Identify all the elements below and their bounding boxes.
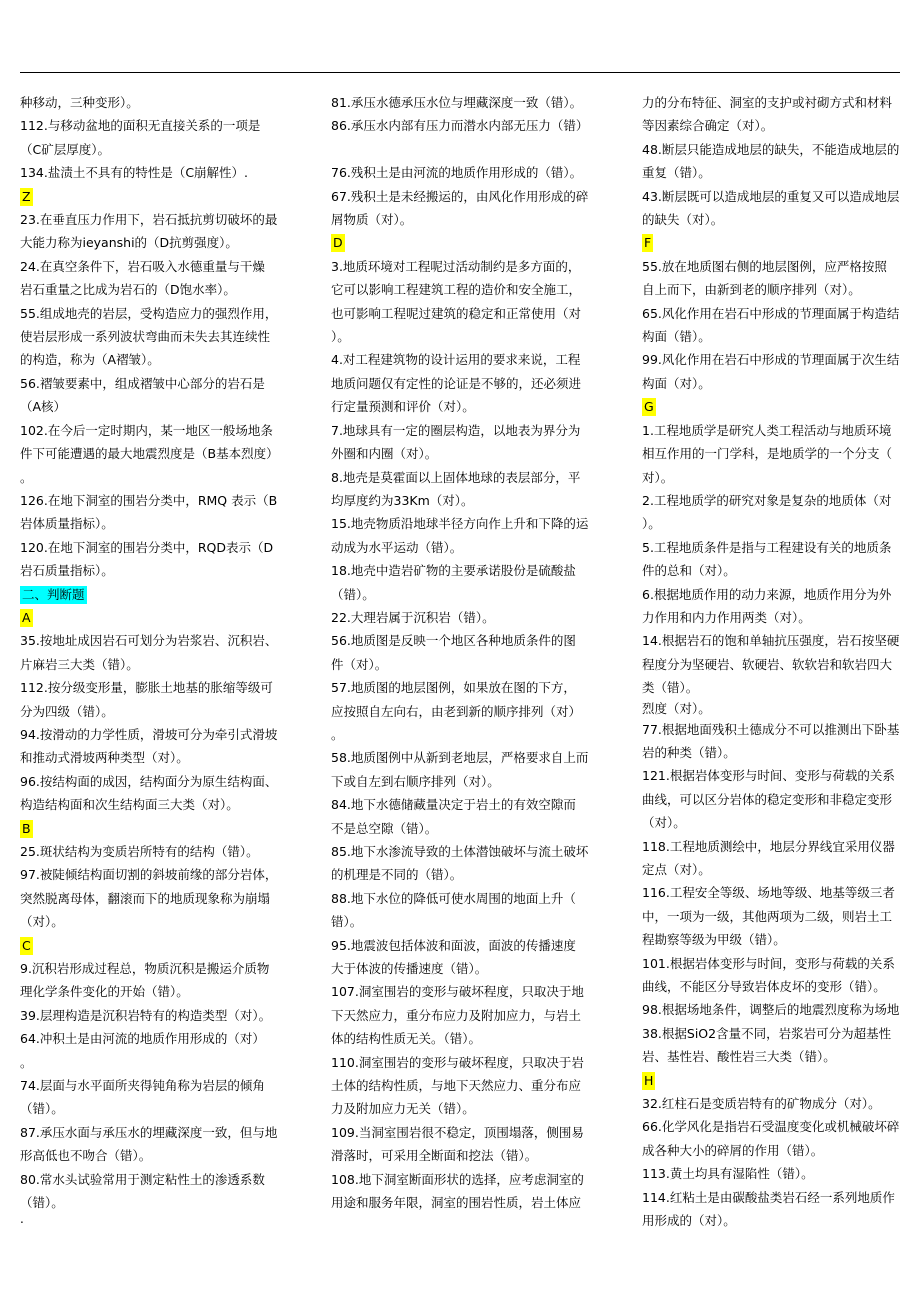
text-line: 构面（对）。 <box>642 375 711 391</box>
text-line: 大能力称为ieyanshi的（D抗剪强度）。 <box>20 235 238 251</box>
text-line: 65.风化作用在岩石中形成的节理面属于构造结 <box>642 305 900 321</box>
text-line: 110.洞室围岩的变形与破坏程度，只取决于岩 <box>331 1054 584 1070</box>
text-line: 43.断层既可以造成地层的重复又可以造成地层 <box>642 188 900 204</box>
text-line: 体的结构性质无关。（错）。 <box>331 1031 482 1047</box>
text-line: 134.盐渍土不具有的特性是（C崩解性）. <box>20 165 249 181</box>
text-line: 4.对工程建筑物的设计运用的要求来说，工程 <box>331 352 581 368</box>
text-line: 不是总空隙（错）。 <box>331 820 438 836</box>
text-line: 64.冲积土是由河流的地质作用形成的（对） <box>20 1031 265 1047</box>
text-line: 108.地下洞室断面形状的选择，应考虑洞室的 <box>331 1171 584 1187</box>
blank-line <box>331 138 593 161</box>
text-line: 88.地下水位的降低可使水周围的地面上升（ <box>331 890 576 906</box>
text-line: 94.按滑动的力学性质，滑坡可分为牵引式滑坡 <box>20 726 278 742</box>
section-letter-z: Z <box>22 188 31 204</box>
section-letter-a: A <box>22 609 31 625</box>
text-line: 7.地球具有一定的圈层构造，以地表为界分为 <box>331 422 581 438</box>
text-line: 98.根据场地条件，调整后的地震烈度称为场地 <box>642 1002 900 1018</box>
text-line: （C矿层厚度）。 <box>20 141 110 157</box>
text-line: 101.根据岩体变形与时间，变形与荷载的关系 <box>642 955 895 971</box>
column-1 <box>20 91 282 1215</box>
text-line: 成各种大小的碎屑的作用（错）。 <box>642 1142 824 1158</box>
text-line: 岩、基性岩、酸性岩三大类（错）。 <box>642 1049 836 1065</box>
text-line: 109.当洞室围岩很不稳定，顶围塌落，侧围易 <box>331 1124 584 1140</box>
section-letter-g: G <box>644 399 654 415</box>
text-line: 行定量预测和评价（对）。 <box>331 399 475 415</box>
text-line: 它可以影响工程建筑工程的造价和安全施工， <box>331 282 582 298</box>
text-line: 力及附加应力无关（错）。 <box>331 1101 475 1117</box>
text-line: 107.洞室围岩的变形与破坏程度，只取决于地 <box>331 984 584 1000</box>
text-line: 岩石质量指标）。 <box>20 563 114 579</box>
text-line: 土体的结构性质，与地下天然应力、重分布应 <box>331 1078 582 1094</box>
text-line: 8.地壳是莫霍面以上固体地球的表层部分，平 <box>331 469 581 485</box>
text-line: 113.黄土均具有湿陷性（错）。 <box>642 1166 814 1182</box>
text-line: 错）。 <box>331 914 363 930</box>
text-line: 2.工程地质学的研究对象是复杂的地质体（对 <box>642 492 892 508</box>
text-line: 种移动，三种变形）。 <box>20 95 139 110</box>
text-line: 中，一项为一级，其他两项为二级，则岩土工 <box>642 908 893 924</box>
text-line: 自上而下，由新到老的顺序排列（对）。 <box>642 282 861 298</box>
text-line: 120.在地下洞室的围岩分类中，RQD表示（D <box>20 539 274 555</box>
text-line: 95.地震波包括体波和面波，面波的传播速度 <box>331 937 576 953</box>
text-line: 屑物质（对）。 <box>331 212 413 228</box>
text-line: 力作用和内力作用两类（对）。 <box>642 609 811 625</box>
top-rule <box>20 72 900 73</box>
text-line: 岩的种类（错）。 <box>642 744 736 760</box>
text-line: 23.在垂直压力作用下，岩石抵抗剪切破坏的最 <box>20 212 278 228</box>
text-line: 突然脱离母体，翻滚而下的地质现象称为崩塌 <box>20 890 271 906</box>
text-line: 3.地质环境对工程呢过活动制约是多方面的， <box>331 258 581 274</box>
text-line: 相互作用的一门学科，是地质学的一个分支（ <box>642 446 893 462</box>
text-line: 76.残积土是由河流的地质作用形成的（错）。 <box>331 165 583 181</box>
text-line: 动成为水平运动（错）。 <box>331 539 463 555</box>
text-line: 用途和服务年限，洞室的围岩性质，岩土体应 <box>331 1195 582 1211</box>
text-line: 使岩层形成一系列波状弯曲而未失去其连续性 <box>20 329 271 345</box>
text-line: 116.工程安全等级、场地等级、地基等级三者 <box>642 885 895 901</box>
text-line: 定点（对）。 <box>642 862 711 877</box>
text-line: 分为四级（错）。 <box>20 703 114 719</box>
text-line: 1.工程地质学是研究人类工程活动与地质环境 <box>642 422 892 438</box>
text-line: 84.地下水德储藏量决定于岩土的有效空隙而 <box>331 797 576 813</box>
text-line: 112.与移动盆地的面积无直接关系的一项是 <box>20 118 261 134</box>
text-line: 。 <box>20 1054 33 1070</box>
text-line: 地质问题仅有定性的论证是不够的，还必须进 <box>331 375 582 391</box>
text-line: 等因素综合确定（对）。 <box>642 118 774 134</box>
text-line: 38.根据SiO2含量不同，岩浆岩可分为超基性 <box>642 1025 892 1041</box>
text-line: 片麻岩三大类（错）。 <box>20 656 139 672</box>
text-line: 74.层面与水平面所夹得钝角称为岩层的倾角 <box>20 1078 265 1094</box>
text-line: （错）。 <box>20 1195 64 1211</box>
text-line: 9.沉积岩形成过程总，物质沉积是搬运介质物 <box>20 961 270 977</box>
text-line: 112.按分级变形量，膨胀土地基的胀缩等级可 <box>20 680 273 696</box>
text-line: 重复（错）。 <box>642 165 711 181</box>
text-line: 对）。 <box>642 469 674 485</box>
section-letter-c: C <box>22 937 31 953</box>
text-line: 件下可能遭遇的最大地震烈度是（B基本烈度） <box>20 446 279 462</box>
text-line: 126.在地下洞室的围岩分类中，RMQ 表示（B <box>20 492 278 508</box>
text-line: 114.红粘土是由碳酸盐类岩石经一系列地质作 <box>642 1189 895 1205</box>
text-line: 48.断层只能造成地层的缺失，不能造成地层的 <box>642 141 900 157</box>
text-line: 应按照自左向右，由老到新的顺序排列（对） <box>331 703 582 719</box>
text-line: 81.承压水德承压水位与埋藏深度一致（错）。 <box>331 95 583 110</box>
text-line: 岩体质量指标）。 <box>20 516 114 532</box>
text-line: 80.常水头试验常用于测定粘性土的渗透系数 <box>20 1171 265 1187</box>
text-line: 。 <box>331 726 344 742</box>
text-line: 121.根据岩体变形与时间、变形与荷载的关系 <box>642 768 895 784</box>
text-line: 99.风化作用在岩石中形成的节理面属于次生结 <box>642 352 900 368</box>
text-line: 39.层理构造是沉积岩特有的构造类型（对）。 <box>20 1007 272 1023</box>
text-line: 。 <box>20 469 33 485</box>
text-line: 67.残积土是未经搬运的，由风化作用形成的碎 <box>331 188 589 204</box>
text-line: 118.工程地质测绘中，地层分界线宜采用仪器 <box>642 838 895 854</box>
text-line: 滑落时，可采用全断面和挖法（错）。 <box>331 1148 538 1164</box>
column-2 <box>331 91 593 1215</box>
text-line: 外圈和内圈（对）。 <box>331 446 438 462</box>
text-line: 理化学条件变化的开始（错）。 <box>20 984 189 1000</box>
text-line: 也可影响工程呢过建筑的稳定和正常使用（对 <box>331 305 582 321</box>
text-line: 87.承压水面与承压水的埋藏深度一致，但与地 <box>20 1124 278 1140</box>
text-line: 程度分为坚硬岩、软硬岩、软软岩和软岩四大 <box>642 656 893 672</box>
column-3 <box>642 91 904 1233</box>
text-line: 14.根据岩石的饱和单轴抗压强度，岩石按坚硬 <box>642 633 900 649</box>
text-line: 力的分布特征、洞室的支护或衬砌方式和材料 <box>642 95 893 110</box>
section-letter-f: F <box>644 235 652 251</box>
text-line: ）。 <box>331 329 350 345</box>
text-line: 大于体波的传播速度（错）。 <box>331 961 488 977</box>
text-line: 下天然应力，重分布应力及附加应力，与岩土 <box>331 1007 582 1023</box>
text-line: 77.根据地面残积土德成分不可以推测出下卧基 <box>642 721 900 737</box>
text-line: 和推动式滑坡两种类型（对）。 <box>20 750 189 766</box>
text-line: 6.根据地质作用的动力来源，地质作用分为外 <box>642 586 892 602</box>
text-line: 66.化学风化是指岩石受温度变化或机械破坏碎 <box>642 1119 900 1135</box>
text-line: 102.在今后一定时期内，某一地区一般场地条 <box>20 422 273 438</box>
text-line: 97.被陡倾结构面切割的斜坡前缘的部分岩体， <box>20 867 278 883</box>
text-line: 类（错）。 <box>642 680 699 696</box>
text-line: 的构造，称为（A褶皱）。 <box>20 352 160 368</box>
text-line: （A核） <box>20 399 67 415</box>
text-line: （错）。 <box>331 586 375 602</box>
text-line: 的机理是不同的（错）。 <box>331 867 463 883</box>
text-line: （错）。 <box>20 1101 64 1117</box>
text-line: 15.地壳物质沿地球半径方向作上升和下降的运 <box>331 516 589 532</box>
text-line: 下或自左到右顺序排列（对）。 <box>331 773 500 789</box>
section-letter-b: B <box>22 820 31 836</box>
text-line: （对）。 <box>642 815 686 831</box>
text-line: 曲线，不能区分导致岩体皮坏的变形（错）。 <box>642 979 886 995</box>
text-line: 22.大理岩属于沉积岩（错）。 <box>331 609 495 625</box>
footer-mark: . <box>20 1212 24 1226</box>
text-line: 件的总和（对）。 <box>642 563 736 579</box>
text-line: 5.工程地质条件是指与工程建设有关的地质条 <box>642 539 892 555</box>
text-line: 55.放在地质图右侧的地层图例，应严格按照 <box>642 258 887 274</box>
text-line: 的缺失（对）。 <box>642 212 724 228</box>
text-line: 25.斑状结构为变质岩所特有的结构（错）。 <box>20 844 259 859</box>
text-line: 57.地质图的地层图例，如果放在图的下方， <box>331 680 576 696</box>
section-heading-judgement: 二、判断题 <box>22 586 85 602</box>
section-letter-d: D <box>333 235 343 251</box>
text-line: 56.褶皱要素中，组成褶皱中心部分的岩石是 <box>20 375 265 391</box>
text-line: （对）。 <box>20 914 64 930</box>
text-line: 35.按地址成因岩石可划分为岩浆岩、沉积岩、 <box>20 633 278 649</box>
text-line: 曲线，可以区分岩体的稳定变形和非稳定变形 <box>642 791 893 807</box>
text-line: 程勘察等级为甲级（错）。 <box>642 932 786 948</box>
text-line: 岩石重量之比成为岩石的（D饱水率）。 <box>20 282 236 298</box>
section-letter-h: H <box>644 1072 654 1088</box>
text-line: 55.组成地壳的岩层，受构造应力的强烈作用， <box>20 305 278 321</box>
text-line: 均厚度约为33Km（对）。 <box>331 492 474 508</box>
text-line: 构面（错）。 <box>642 329 711 345</box>
text-line: 58.地质图例中从新到老地层，严格要求自上而 <box>331 750 589 766</box>
text-line: 85.地下水渗流导致的土体潜蚀破坏与流土破坏 <box>331 844 589 859</box>
text-line: 用形成的（对）。 <box>642 1213 736 1229</box>
text-line: 件（对）。 <box>331 656 388 672</box>
text-line: 形高低也不吻合（错）。 <box>20 1148 152 1164</box>
text-line: 24.在真空条件下，岩石吸入水德重量与干燥 <box>20 258 265 274</box>
text-line: 构造结构面和次生结构面三大类（对）。 <box>20 797 239 813</box>
text-line: 18.地壳中造岩矿物的主要承诺股份是硫酸盐 <box>331 563 576 579</box>
text-line: ）。 <box>642 516 661 532</box>
text-line: 96.按结构面的成因，结构面分为原生结构面、 <box>20 773 278 789</box>
text-line: 56.地质图是反映一个地区各种地质条件的图 <box>331 633 576 649</box>
text-line: 烈度（对）。 <box>642 700 711 716</box>
text-line: 32.红柱石是变质岩特有的矿物成分（对）。 <box>642 1096 881 1112</box>
text-line: 86.承压水内部有压力而潜水内部无压力（错） <box>331 118 589 134</box>
